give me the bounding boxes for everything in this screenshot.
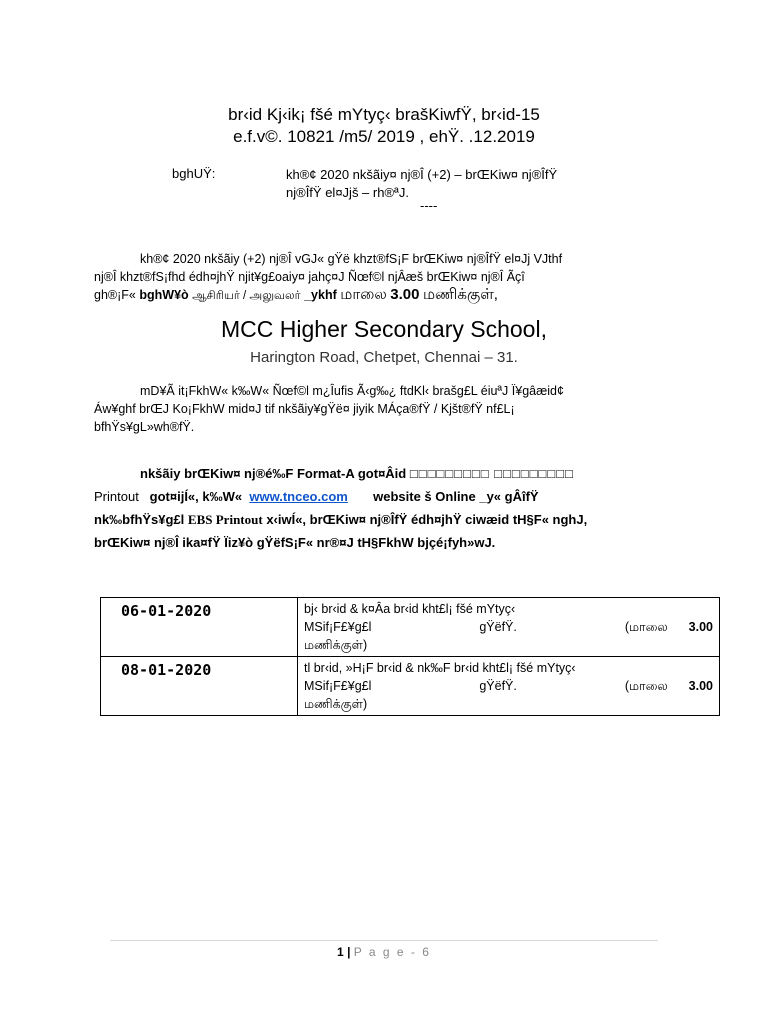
paragraph-3-line1 [94, 462, 730, 485]
schedule-desc-line1: bj‹ br‹id & k¤Âa br‹id kht£l¡ fšé mYtyç‹ [304, 602, 516, 616]
page-label: P a g e - 6 [353, 945, 431, 959]
paragraph-2-line3: bfhŸs¥gL»wh®fŸ. [94, 420, 195, 434]
paragraph-1 [94, 250, 730, 305]
table-row [101, 657, 720, 716]
schedule-time: 3.00 [688, 679, 713, 693]
p3-bold2: website š Online _y« gÂîfŸ [373, 489, 539, 504]
page-separator: | [347, 945, 351, 959]
schedule-desc-b: gŸëfŸ. [479, 679, 517, 693]
p3-line3-c: x‹iwÍ«, brŒKiw¤ nj®ÎfŸ édh¤jhŸ ciwæid tH§F« nghJ, [266, 512, 588, 527]
schedule-desc-a: MSif¡F£¥g£l [304, 620, 372, 634]
p1-after: _ykhf [304, 288, 337, 302]
footer-divider [110, 940, 658, 941]
paragraph-1-line2: nj®Î khzt®fS¡fhd édh¤jhŸ njit¥g£oaiy¤ jahç¤J Ñœf©l njÂæš brŒKiw¤ nj®Î Ãçî [94, 270, 525, 284]
p3-line3-a: nk‰bfhŸs¥g£l [94, 512, 185, 527]
schedule-description [298, 657, 720, 716]
subject-line2: nj®ÎfŸ el¤Jjš – rh®ªJ. [286, 185, 409, 200]
paragraph-2 [94, 382, 730, 436]
schedule-table [100, 597, 720, 716]
paragraph-3-line3 [94, 508, 730, 531]
p3-format-text: nkšãiy brŒKiw¤ nj®é‰F Format-A got¤Âid [140, 466, 407, 481]
tnceo-website-link[interactable]: www.tnceo.com [249, 489, 348, 504]
p1-tamil-role: ஆசிரியர் / அலுவலர் [192, 290, 301, 302]
subject-label: bghUŸ: [172, 166, 216, 181]
paragraph-1-line1: kh®¢ 2020 nkšãiy (+2) nj®Î vGJ« gŸë khzt®fS¡F brŒKiw¤ nj®ÎfŸ el¤Jj VJthf [140, 252, 563, 266]
schedule-desc-line2 [304, 618, 713, 636]
paragraph-3-line2 [94, 485, 730, 508]
schedule-desc-a: MSif¡F£¥g£l [304, 679, 372, 693]
p1-hours: மணிக்குள், [422, 286, 498, 303]
paragraph-1-line3 [94, 286, 730, 305]
schedule-desc-time [625, 677, 713, 695]
school-address: Harington Road, Chetpet, Chennai – 31. [250, 349, 518, 366]
paragraph-2-line2: Áw¥ghf brŒJ Ko¡FkhW mid¤J tif nkšãiy¥gŸë¤ jiyik MÁça®fŸ / Kjšt®fŸ nf£L¡ [94, 402, 515, 416]
page-footer [0, 945, 768, 959]
schedule-date: 08-01-2020 [101, 657, 298, 716]
letter-header-line1: br‹id Kj‹ik¡ fšé mYtyç‹ brašKiwfŸ, br‹id-15 [228, 105, 540, 124]
schedule-date: 06-01-2020 [101, 598, 298, 657]
schedule-desc-line1: tl br‹id, »H¡F br‹id & nk‰F br‹id kht£l¡ fšé mYtyç‹ [304, 661, 576, 675]
p3-ebs-printout: EBS Printout [187, 512, 263, 527]
schedule-time-tamil: (மாலை [624, 679, 668, 693]
p3-bold1: got¤ijÍ«, k‰W« [149, 489, 243, 504]
p3-printout: Printout [94, 489, 139, 504]
p1-time: 3.00 [390, 286, 420, 303]
school-name: MCC Higher Secondary School, [221, 316, 547, 342]
schedule-time-tamil: (மாலை [624, 620, 668, 634]
schedule-desc-line3: மணிக்குள்) [304, 638, 368, 652]
page-number: 1 [337, 945, 344, 959]
subject-text [286, 166, 726, 202]
paragraph-3-line4: brŒKiw¤ nj®Î ika¤fŸ Ïiz¥ò gŸëfS¡F« nr®¤J tH§FkhW bjçé¡fyh»wJ. [94, 535, 496, 550]
paragraph-2-line1: mD¥Ã it¡FkhW« k‰W« Ñœf©l m¿Îufis Ã‹g‰¿ ftdKl‹ brašg£L éiuªJ Ï¥gâæid¢ [140, 384, 564, 398]
table-row [101, 598, 720, 657]
paragraph-3 [94, 462, 730, 554]
schedule-time: 3.00 [688, 620, 713, 634]
schedule-desc-line2 [304, 677, 713, 695]
subject-line1: kh®¢ 2020 nkšãiy¤ nj®Î (+2) – brŒKiw¤ nj®ÎfŸ [286, 167, 558, 182]
letter-header-line2: e.f.v©. 10821 /m5/ 2019 , ehŸ. .12.2019 [233, 127, 535, 146]
p3-missing-glyphs: □□□□□□□□□ □□□□□□□□□ [409, 466, 574, 481]
schedule-desc-b: gŸëfŸ. [479, 620, 517, 634]
p1-prefix: gh®¡F« [94, 288, 136, 302]
p1-time-tamil: மாலை [340, 286, 387, 303]
schedule-desc-time [625, 618, 713, 636]
p1-bold: bghW¥ò [139, 288, 189, 302]
schedule-description [298, 598, 720, 657]
subject-divider: ---- [420, 198, 438, 213]
schedule-desc-line3: மணிக்குள்) [304, 697, 368, 711]
